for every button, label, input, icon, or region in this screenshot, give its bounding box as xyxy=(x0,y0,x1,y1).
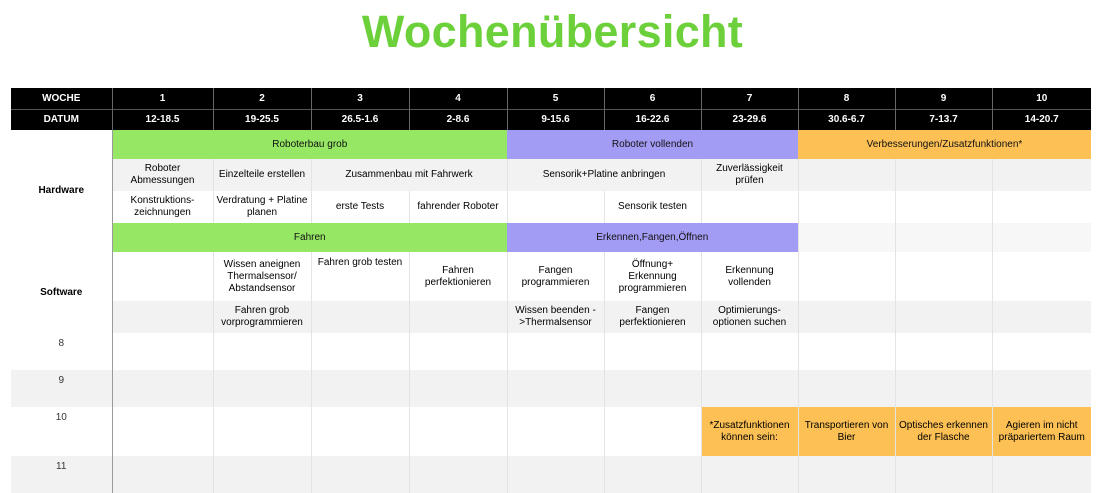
empty-cell xyxy=(895,456,992,493)
empty-cell xyxy=(213,407,311,456)
table-row xyxy=(11,252,1091,301)
empty-cell xyxy=(604,456,701,493)
task-cell: Sensorik testen xyxy=(604,191,701,223)
task-cell: Wissen aneignen Thermalsensor/ Abstandsensor xyxy=(213,252,311,301)
table-row xyxy=(11,407,1091,456)
task-cell: Erkennung vollenden xyxy=(701,252,798,301)
empty-cell xyxy=(507,407,604,456)
week-date: 14-20.7 xyxy=(992,110,1091,131)
empty-cell xyxy=(112,456,213,493)
empty-cell xyxy=(992,159,1091,191)
task-cell: Konstruktions-zeichnungen xyxy=(112,191,213,223)
empty-cell xyxy=(701,191,798,223)
task-cell: Optimierungs-optionen suchen xyxy=(701,301,798,333)
week-date: 9-15.6 xyxy=(507,110,604,131)
empty-cell xyxy=(507,456,604,493)
empty-cell xyxy=(798,252,895,301)
week-number: 10 xyxy=(992,88,1091,110)
empty-cell xyxy=(701,333,798,370)
task-cell: Fangen programmieren xyxy=(507,252,604,301)
empty-cell xyxy=(992,456,1091,493)
table-row xyxy=(11,456,1091,493)
empty-cell xyxy=(798,333,895,370)
extra-feature-cell: Transportieren von Bier xyxy=(798,407,895,456)
empty-cell xyxy=(992,223,1091,252)
phase-bar: Roboterbau grob xyxy=(112,130,507,159)
table-row xyxy=(11,159,1091,191)
row-number: 8 xyxy=(11,333,112,370)
date-header-row xyxy=(11,110,1091,131)
week-number: 6 xyxy=(604,88,701,110)
week-date: 23-29.6 xyxy=(701,110,798,131)
empty-cell xyxy=(604,333,701,370)
task-cell: Wissen beenden ->Thermalsensor xyxy=(507,301,604,333)
page-title: Wochenübersicht xyxy=(361,6,744,57)
woche-label: WOCHE xyxy=(11,88,112,110)
empty-cell xyxy=(213,333,311,370)
extra-feature-cell: Optisches erkennen der Flasche xyxy=(895,407,992,456)
empty-cell xyxy=(112,370,213,407)
empty-cell xyxy=(311,333,409,370)
empty-cell xyxy=(311,407,409,456)
table-row xyxy=(11,333,1091,370)
week-date: 7-13.7 xyxy=(895,110,992,131)
empty-cell xyxy=(604,407,701,456)
empty-cell xyxy=(992,370,1091,407)
phase-bar: Erkennen,Fangen,Öffnen xyxy=(507,223,798,252)
empty-cell xyxy=(895,333,992,370)
empty-cell xyxy=(311,456,409,493)
empty-cell xyxy=(701,370,798,407)
task-cell: Sensorik+Platine anbringen xyxy=(507,159,701,191)
phase-bar: Verbesserungen/Zusatzfunktionen* xyxy=(798,130,1091,159)
week-date: 2-8.6 xyxy=(409,110,507,131)
empty-cell xyxy=(311,301,409,333)
empty-cell xyxy=(507,333,604,370)
empty-cell xyxy=(213,456,311,493)
empty-cell xyxy=(112,407,213,456)
empty-cell xyxy=(409,333,507,370)
empty-cell xyxy=(311,370,409,407)
extra-feature-cell: Agieren im nicht präpariertem Raum xyxy=(992,407,1091,456)
empty-cell xyxy=(112,301,213,333)
task-cell: Zusammenbau mit Fahrwerk xyxy=(311,159,507,191)
row-number: 11 xyxy=(11,456,112,493)
table-row xyxy=(11,191,1091,223)
empty-cell xyxy=(798,301,895,333)
task-cell: fahrender Roboter xyxy=(409,191,507,223)
empty-cell xyxy=(992,301,1091,333)
week-date: 26.5-1.6 xyxy=(311,110,409,131)
week-date: 19-25.5 xyxy=(213,110,311,131)
phase-bar: Fahren xyxy=(112,223,507,252)
week-number: 7 xyxy=(701,88,798,110)
task-cell: erste Tests xyxy=(311,191,409,223)
task-cell: Einzelteile erstellen xyxy=(213,159,311,191)
empty-cell xyxy=(895,252,992,301)
empty-cell xyxy=(895,159,992,191)
empty-cell xyxy=(798,159,895,191)
empty-cell xyxy=(507,370,604,407)
phase-bar: Roboter vollenden xyxy=(507,130,798,159)
empty-cell xyxy=(409,456,507,493)
week-number: 1 xyxy=(112,88,213,110)
week-number: 8 xyxy=(798,88,895,110)
weekly-overview-table xyxy=(11,88,1091,493)
empty-cell xyxy=(798,456,895,493)
task-cell: Zuverlässigkeit prüfen xyxy=(701,159,798,191)
empty-label-cell xyxy=(11,130,112,159)
task-cell: Verdratung + Platine planen xyxy=(213,191,311,223)
week-date: 16-22.6 xyxy=(604,110,701,131)
week-number: 3 xyxy=(311,88,409,110)
empty-cell xyxy=(992,252,1091,301)
software-phase-row xyxy=(11,223,1091,252)
task-cell: Fahren grob vorprogrammieren xyxy=(213,301,311,333)
task-cell: Roboter Abmessungen xyxy=(112,159,213,191)
empty-cell xyxy=(895,370,992,407)
empty-cell xyxy=(895,301,992,333)
week-number: 9 xyxy=(895,88,992,110)
row-number: 9 xyxy=(11,370,112,407)
empty-cell xyxy=(409,407,507,456)
task-cell: Fahren perfektionieren xyxy=(409,252,507,301)
empty-cell xyxy=(409,370,507,407)
extra-feature-cell: *Zusatzfunktionen können sein: xyxy=(701,407,798,456)
software-label: Software xyxy=(11,252,112,333)
empty-cell xyxy=(992,191,1091,223)
task-cell: Öffnung+ Erkennung programmieren xyxy=(604,252,701,301)
empty-cell xyxy=(798,191,895,223)
week-number: 5 xyxy=(507,88,604,110)
empty-cell xyxy=(213,370,311,407)
row-number: 10 xyxy=(11,407,112,456)
empty-cell xyxy=(409,301,507,333)
empty-cell xyxy=(798,370,895,407)
week-date: 12-18.5 xyxy=(112,110,213,131)
empty-cell xyxy=(895,223,992,252)
empty-cell xyxy=(701,456,798,493)
empty-cell xyxy=(992,333,1091,370)
task-cell: Fahren grob testen xyxy=(311,252,409,301)
week-header-row xyxy=(11,88,1091,110)
empty-cell xyxy=(507,191,604,223)
task-cell: Fangen perfektionieren xyxy=(604,301,701,333)
empty-cell xyxy=(112,333,213,370)
empty-cell xyxy=(895,191,992,223)
hardware-phase-row xyxy=(11,130,1091,159)
empty-cell xyxy=(112,252,213,301)
table-row xyxy=(11,301,1091,333)
hardware-label: Hardware xyxy=(11,159,112,223)
week-date: 30.6-6.7 xyxy=(798,110,895,131)
empty-cell xyxy=(604,370,701,407)
empty-cell xyxy=(798,223,895,252)
table-row xyxy=(11,370,1091,407)
week-number: 2 xyxy=(213,88,311,110)
week-number: 4 xyxy=(409,88,507,110)
datum-label: DATUM xyxy=(11,110,112,131)
empty-label-cell xyxy=(11,223,112,252)
